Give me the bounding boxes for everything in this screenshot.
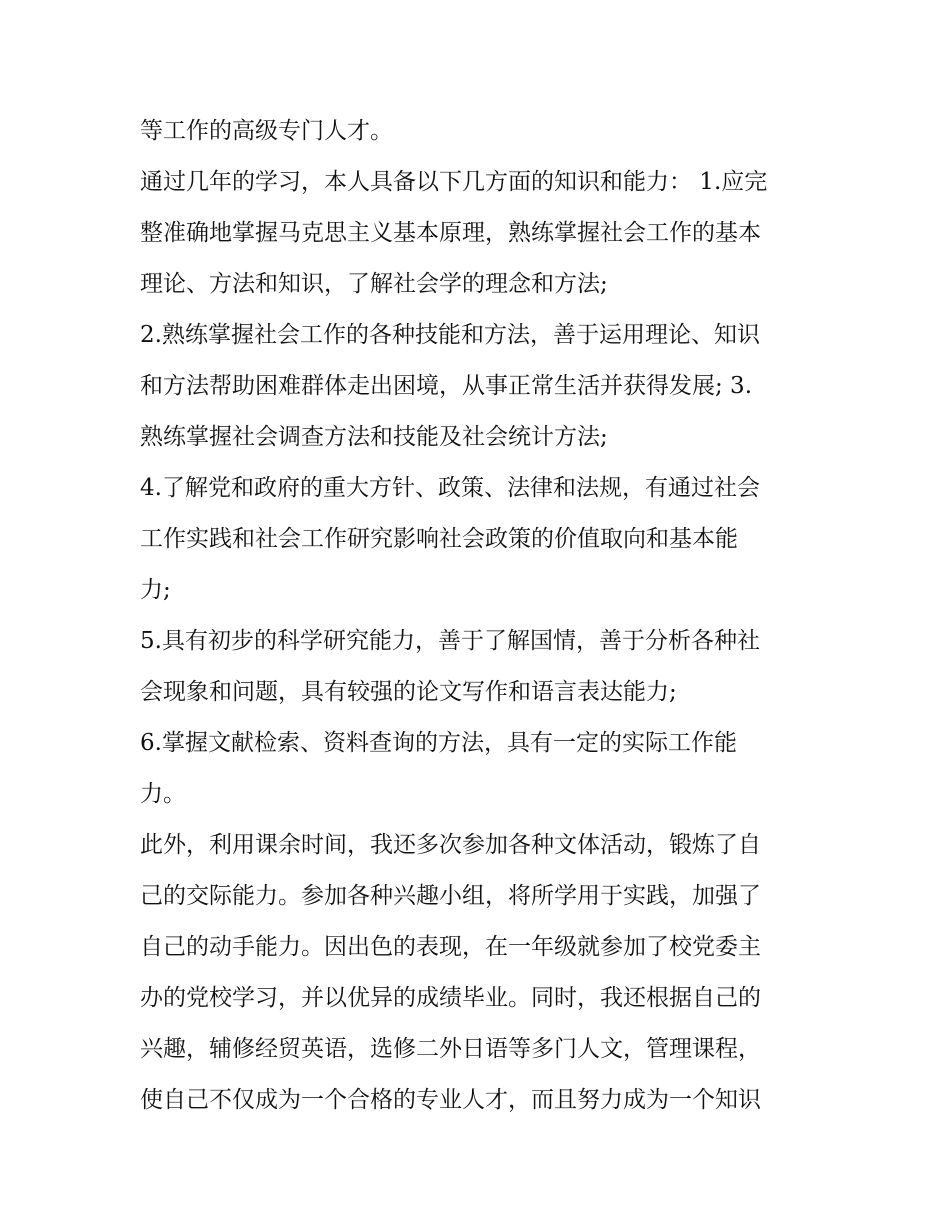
text-line: 通过几年的学习，本人具备以下几方面的知识和能力： 1.应完 <box>140 169 768 195</box>
text-line: 力。 <box>140 781 186 807</box>
text-line: 6.掌握文献检索、资料查询的方法，具有一定的实际工作能 <box>140 730 737 756</box>
text-line: 和方法帮助困难群体走出困境，从事正常生活并获得发展; 3. <box>140 373 753 399</box>
text-line: 自己的动手能力。因出色的表现，在一年级就参加了校党委主 <box>140 934 761 960</box>
text-line: 5.具有初步的科学研究能力，善于了解国情，善于分析各种社 <box>140 628 760 654</box>
text-line: 兴趣，辅修经贸英语，选修二外日语等多门人文，管理课程， <box>140 1036 761 1062</box>
text-line: 办的党校学习，并以优异的成绩毕业。同时，我还根据自己的 <box>140 985 761 1011</box>
body-text <box>140 106 830 1126</box>
text-line: 整准确地掌握马克思主义基本原理，熟练掌握社会工作的基本 <box>140 220 761 246</box>
text-line: 理论、方法和知识，了解社会学的理念和方法; <box>140 271 608 297</box>
text-line: 工作实践和社会工作研究影响社会政策的价值取向和基本能 <box>140 526 738 552</box>
text-line: 2.熟练掌握社会工作的各种技能和方法，善于运用理论、知识 <box>140 322 760 348</box>
text-line: 等工作的高级专门人才。 <box>140 118 393 144</box>
text-line: 力; <box>140 577 171 603</box>
text-line: 会现象和问题，具有较强的论文写作和语言表达能力; <box>140 679 677 705</box>
text-line: 己的交际能力。参加各种兴趣小组，将所学用于实践，加强了 <box>140 883 761 909</box>
text-line: 使自己不仅成为一个合格的专业人才，而且努力成为一个知识 <box>140 1087 761 1113</box>
text-line: 熟练掌握社会调查方法和技能及社会统计方法; <box>140 424 608 450</box>
text-line: 4.了解党和政府的重大方针、政策、法律和法规，有通过社会 <box>140 475 760 501</box>
text-line: 此外，利用课余时间，我还多次参加各种文体活动，锻炼了自 <box>140 832 761 858</box>
